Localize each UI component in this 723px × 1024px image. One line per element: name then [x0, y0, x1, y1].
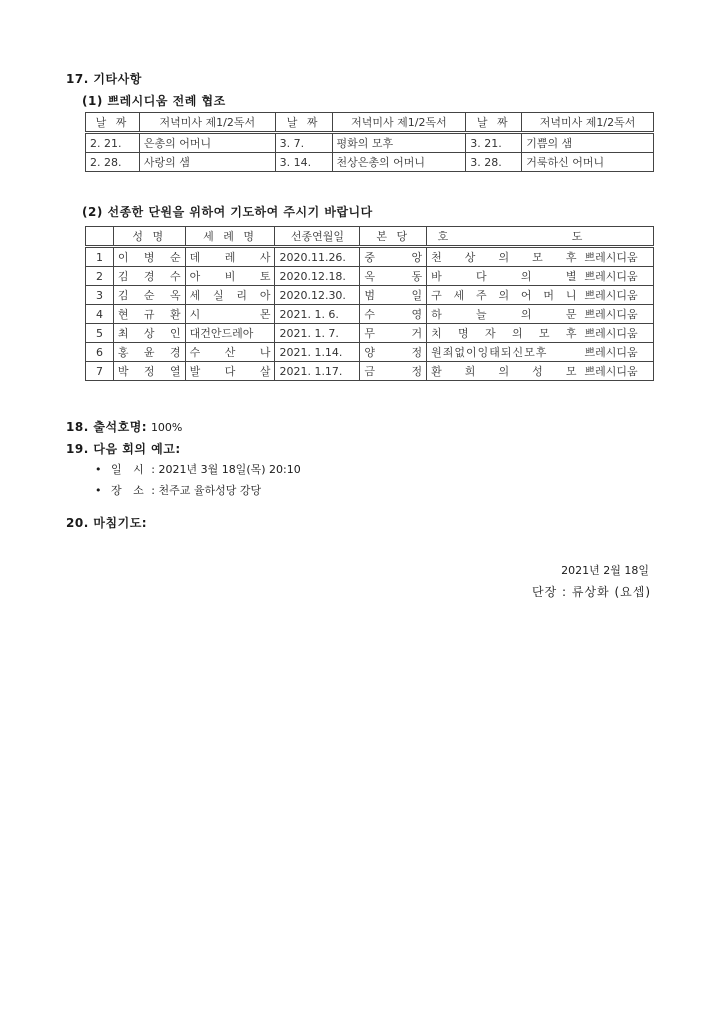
- datetime-key: 일 시: [111, 463, 148, 476]
- table-row: [86, 286, 654, 305]
- baptismal-name-cell: 아 비 토: [185, 267, 275, 286]
- date-cell: 3. 14.: [275, 153, 332, 172]
- praesidium-suffix: 쁘레시디움: [580, 286, 653, 305]
- date-cell: 2. 28.: [86, 153, 140, 172]
- location-key: 장 소: [111, 484, 148, 497]
- deceased-members-table: [85, 226, 654, 381]
- baptismal-name-cell: 발 다 살: [185, 362, 275, 381]
- parish-cell: 중 앙: [360, 247, 427, 267]
- parish-cell: 양 정: [360, 343, 427, 362]
- closing-prayer-label: 20. 마침기도:: [66, 516, 148, 530]
- number-cell: 3: [86, 286, 114, 305]
- date-cell: 3. 21.: [466, 133, 522, 153]
- praesidium-suffix: 쁘레시디움: [580, 247, 653, 267]
- praesidium-suffix: 쁘레시디움: [580, 305, 653, 324]
- number-cell: 1: [86, 247, 114, 267]
- reading-cell: 천상은총의 어머니: [332, 153, 466, 172]
- date-cell: 3. 28.: [466, 153, 522, 172]
- name-cell: 홍 윤 경: [113, 343, 185, 362]
- death-date-cell: 2020.12.18.: [275, 267, 360, 286]
- name-cell: 박 정 열: [113, 362, 185, 381]
- praesidium-suffix: 쁘레시디움: [580, 343, 653, 362]
- reading-cell: 평화의 모후: [332, 133, 466, 153]
- parish-cell: 범 일: [360, 286, 427, 305]
- number-cell: 6: [86, 343, 114, 362]
- header-name: 성 명: [113, 227, 185, 247]
- baptismal-name-cell: 데 레 사: [185, 247, 275, 267]
- header-number: [86, 227, 114, 247]
- datetime-value: : 2021년 3월 18일(목) 20:10: [151, 463, 301, 476]
- table-row: [86, 305, 654, 324]
- name-cell: 현 규 환: [113, 305, 185, 324]
- attendance-line: [66, 418, 182, 435]
- deceased-header-row: [86, 227, 654, 247]
- praesidium-cell: 치 명 자 의 모 후: [427, 324, 581, 343]
- death-date-cell: 2021. 1.17.: [275, 362, 360, 381]
- number-cell: 7: [86, 362, 114, 381]
- baptismal-name-cell: 세 실 리 아: [185, 286, 275, 305]
- baptismal-name-cell: 대건안드레아: [185, 324, 275, 343]
- header-date: 날 짜: [466, 113, 522, 133]
- number-cell: 5: [86, 324, 114, 343]
- signer: 단장 : 류상화 (요셉): [532, 585, 651, 599]
- number-cell: 4: [86, 305, 114, 324]
- table-row: [86, 343, 654, 362]
- next-meeting-location: [95, 482, 261, 498]
- header-reading: 저녁미사 제1/2독서: [139, 113, 275, 133]
- table-row: [86, 362, 654, 381]
- reading-cell: 은총의 어머니: [139, 133, 275, 153]
- praesidium-cell: 바 다 의 별: [427, 267, 581, 286]
- number-cell: 2: [86, 267, 114, 286]
- deceased-table-title: (2) 선종한 단원을 위하여 기도하여 주시기 바랍니다: [82, 205, 373, 219]
- death-date-cell: 2021. 1.14.: [275, 343, 360, 362]
- reading-cell: 사랑의 샘: [139, 153, 275, 172]
- date-cell: 3. 7.: [275, 133, 332, 153]
- name-cell: 김 순 옥: [113, 286, 185, 305]
- reading-cell: 거룩하신 어머니: [522, 153, 654, 172]
- baptismal-name-cell: 수 산 나: [185, 343, 275, 362]
- praesidium-suffix: 쁘레시디움: [580, 267, 653, 286]
- parish-cell: 무 거: [360, 324, 427, 343]
- table-row: [86, 153, 654, 172]
- praesidium-cell: 구 세 주 의 어 머 니: [427, 286, 581, 305]
- table-row: [86, 267, 654, 286]
- parish-cell: 옥 동: [360, 267, 427, 286]
- parish-cell: 수 영: [360, 305, 427, 324]
- baptismal-name-cell: 시 몬: [185, 305, 275, 324]
- header-date: 날 짜: [86, 113, 140, 133]
- liturgy-table: [85, 112, 654, 172]
- header-reading: 저녁미사 제1/2독서: [522, 113, 654, 133]
- liturgy-header-row: [86, 113, 654, 133]
- header-praesidium: 호 도: [427, 227, 654, 247]
- praesidium-suffix: 쁘레시디움: [580, 362, 653, 381]
- section-17-title: 17. 기타사항: [66, 72, 142, 86]
- name-cell: 이 병 순: [113, 247, 185, 267]
- document-date: 2021년 2월 18일: [561, 564, 649, 577]
- death-date-cell: 2020.12.30.: [275, 286, 360, 305]
- table-row: [86, 133, 654, 153]
- death-date-cell: 2021. 1. 6.: [275, 305, 360, 324]
- location-value: : 천주교 율하성당 강당: [151, 484, 262, 497]
- table-row: [86, 247, 654, 267]
- header-death-date: 선종연월일: [275, 227, 360, 247]
- praesidium-cell: 천 상 의 모 후: [427, 247, 581, 267]
- parish-cell: 금 정: [360, 362, 427, 381]
- death-date-cell: 2021. 1. 7.: [275, 324, 360, 343]
- praesidium-suffix: 쁘레시디움: [580, 324, 653, 343]
- liturgy-table-title: (1) 쁘레시디움 전례 협조: [82, 94, 226, 108]
- header-baptismal-name: 세 례 명: [185, 227, 275, 247]
- praesidium-cell: 환 희 의 성 모: [427, 362, 581, 381]
- death-date-cell: 2020.11.26.: [275, 247, 360, 267]
- header-parish: 본 당: [360, 227, 427, 247]
- table-row: [86, 324, 654, 343]
- next-meeting-title: 19. 다음 회의 예고:: [66, 442, 181, 456]
- date-cell: 2. 21.: [86, 133, 140, 153]
- name-cell: 최 상 인: [113, 324, 185, 343]
- header-reading: 저녁미사 제1/2독서: [332, 113, 466, 133]
- reading-cell: 기쁨의 샘: [522, 133, 654, 153]
- attendance-value: 100%: [150, 421, 183, 434]
- praesidium-cell: 원죄없이잉태되신모후: [427, 343, 581, 362]
- next-meeting-datetime: [95, 461, 301, 477]
- name-cell: 김 경 수: [113, 267, 185, 286]
- attendance-label: 18. 출석호명:: [66, 420, 148, 434]
- praesidium-cell: 하 늘 의 문: [427, 305, 581, 324]
- header-date: 날 짜: [275, 113, 332, 133]
